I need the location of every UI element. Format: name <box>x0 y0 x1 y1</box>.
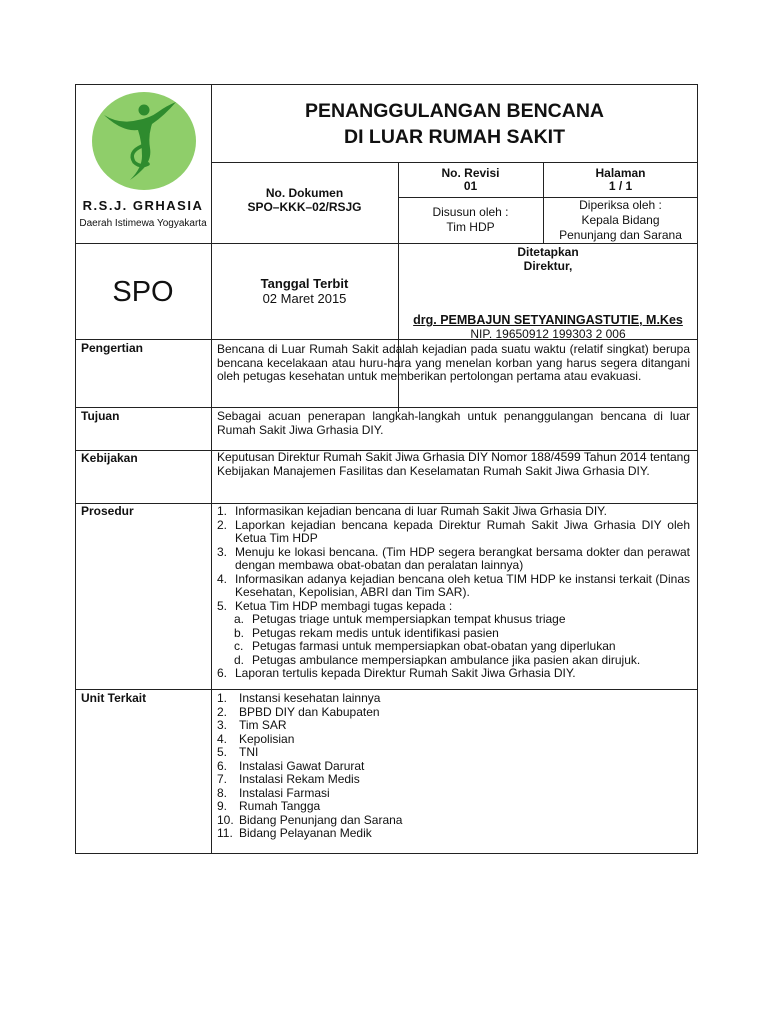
title-line-1: PENANGGULANGAN BENCANA <box>304 100 604 122</box>
list-item: 6. Instalasi Gawat Darurat <box>217 758 365 773</box>
hospital-logo-icon <box>90 90 198 192</box>
list-item: 9. Rumah Tangga <box>217 799 321 813</box>
prosedur-label: Prosedur <box>81 504 134 518</box>
doc-number-label: No. Dokumen <box>265 186 344 200</box>
sub-list-item: a. Petugas triage untuk mempersiapkan tempat khusus triage <box>234 612 566 626</box>
list-item: 4. Informasikan adanya kejadian bencana oleh ketua TIM HDP ke instansi terkait (Dinas Kesehatan, Kepolisian, ABRI dan Tim SAR). <box>217 571 690 599</box>
signer-name: drg. PEMBAJUN SETYANINGASTUTIE, M.Kes <box>413 313 683 327</box>
list-item: 1. Instansi kesehatan lainnya <box>217 691 381 705</box>
revisi-label: No. Revisi <box>441 166 500 180</box>
list-item: 2. Laporkan kejadian bencana kepada Direktur Rumah Sakit Jiwa Grhasia DIY oleh Ketua Tim HDP <box>217 517 690 545</box>
ditetapkan-label: Ditetapkan <box>517 245 579 259</box>
doc-number-value: SPO–KKK–02/RSJG <box>247 200 362 214</box>
sub-list-item: d. Petugas ambulance mempersiapkan ambulance jika pasien akan dirujuk. <box>234 652 641 667</box>
disusun-label: Disusun oleh : <box>432 205 509 219</box>
pengertian-row-divider <box>75 407 698 408</box>
logo-row-divider <box>75 243 698 244</box>
hospital-name: R.S.J. GRHASIA <box>82 198 204 213</box>
disusun-value: Tim HDP <box>446 220 495 234</box>
spo-label: SPO <box>112 276 174 308</box>
sub-list-item: b. Petugas rekam medis untuk identifikasi pasien <box>234 625 499 640</box>
list-item: 10. Bidang Penunjang dan Sarana <box>217 812 403 827</box>
pengertian-label: Pengertian <box>81 341 144 355</box>
halaman-label: Halaman <box>595 166 646 180</box>
title-divider <box>211 162 698 163</box>
list-item: 3. Tim SAR <box>217 718 287 732</box>
unit-terkait-label: Unit Terkait <box>81 691 147 705</box>
list-item: 5. TNI <box>217 745 259 759</box>
kebijakan-text: Keputusan Direktur Rumah Sakit Jiwa Grhasia DIY Nomor 188/4599 Tahun 2014 tentang Kebijakan Manajemen Fasilitas dan Keselamatan Rumah Sakit Jiwa Grhasia DIY. <box>217 450 690 478</box>
prosedur-row-divider <box>75 689 698 690</box>
prosedur-list <box>217 505 690 681</box>
signer-nip: NIP. 19650912 199303 2 006 <box>470 327 626 341</box>
pengertian-text: Bencana di Luar Rumah Sakit adalah kejadian pada suatu waktu (relatif singkat) berupa bencana kecelakaan atau huru-hara yang menelan korban yang harus segera ditangani oleh petugas kesehatan untuk memberikan pertolongan pertama atau evakuasi. <box>217 342 690 383</box>
document-title <box>211 98 698 150</box>
diperiksa-value-1: Kepala Bidang <box>581 213 660 227</box>
unit-terkait-list <box>217 692 690 841</box>
direktur-label: Direktur, <box>523 259 573 273</box>
sub-list-item: c. Petugas farmasi untuk mempersiapkan obat-obatan yang diperlukan <box>234 639 616 653</box>
diperiksa-label: Diperiksa oleh : <box>579 198 662 212</box>
list-item: 2. BPBD DIY dan Kabupaten <box>217 704 380 719</box>
tanggal-value: 02 Maret 2015 <box>262 291 347 306</box>
kebijakan-label: Kebijakan <box>81 451 138 465</box>
list-item: 8. Instalasi Farmasi <box>217 785 330 800</box>
list-item: 4. Kepolisian <box>217 731 295 746</box>
list-item: 11. Bidang Pelayanan Medik <box>217 826 372 840</box>
tanggal-label: Tanggal Terbit <box>260 276 349 291</box>
title-line-2: DI LUAR RUMAH SAKIT <box>344 126 565 148</box>
list-item: 7. Instalasi Rekam Medis <box>217 772 360 786</box>
hospital-region: Daerah Istimewa Yogyakarta <box>79 218 207 229</box>
tujuan-label: Tujuan <box>81 409 120 423</box>
list-item: 1. Informasikan kejadian bencana di luar Rumah Sakit Jiwa Grhasia DIY. <box>217 504 607 518</box>
list-item: 3. Menuju ke lokasi bencana. (Tim HDP segera berangkat bersama dokter dan perawat dengan membawa obat-obatan dan peralatan lainnya) <box>217 544 690 572</box>
spo-document <box>75 84 698 854</box>
list-item: 5. Ketua Tim HDP membagi tugas kepada : <box>217 598 453 613</box>
tujuan-text: Sebagai acuan penerapan langkah-langkah untuk penanggulangan bencana di luar Rumah Sakit Jiwa Grhasia DIY. <box>217 409 690 437</box>
halaman-value: 1 / 1 <box>608 179 633 193</box>
list-item: 6. Laporan tertulis kepada Direktur Rumah Sakit Jiwa Grhasia DIY. <box>217 666 576 680</box>
diperiksa-value-2: Penunjang dan Sarana <box>559 228 682 242</box>
revisi-value: 01 <box>463 179 478 193</box>
